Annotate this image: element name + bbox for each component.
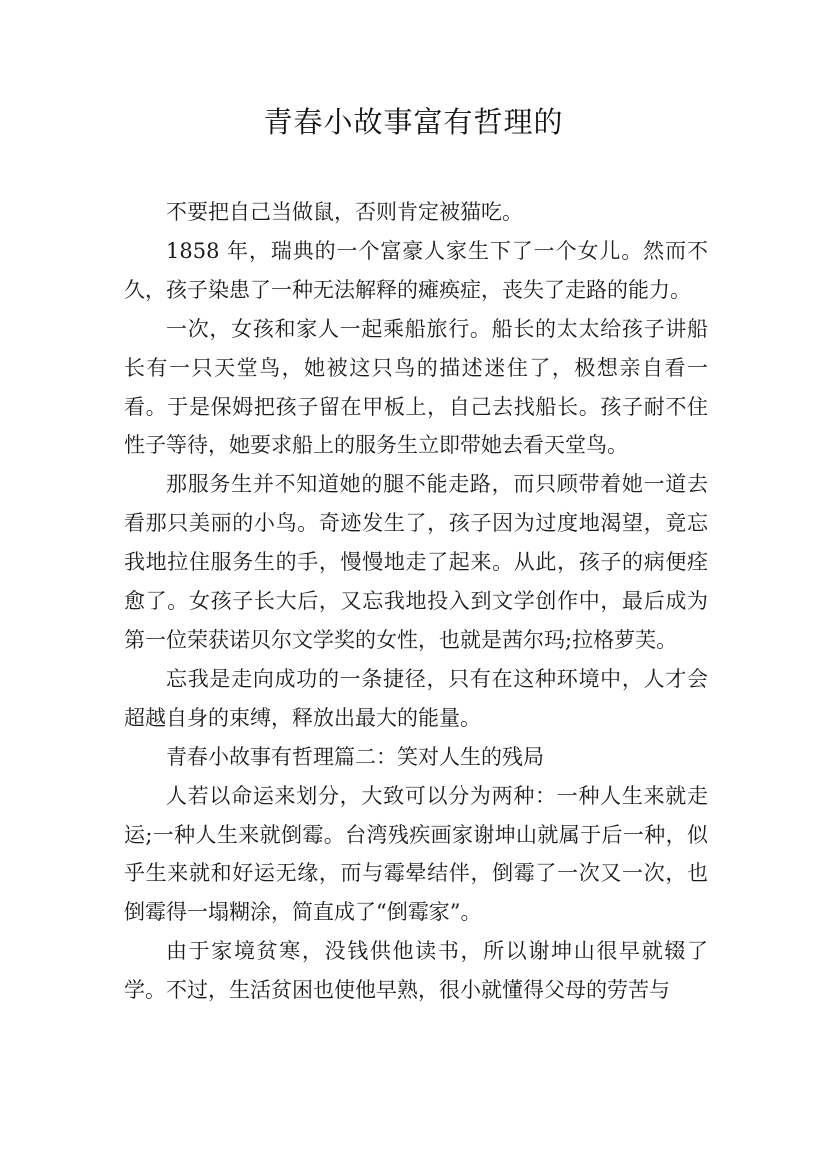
paragraph: 忘我是走向成功的一条捷径，只有在这种环境中，人才会超越自身的束缚，释放出最大的能量。 xyxy=(124,666,708,730)
paragraph: 1858 年，瑞典的一个富豪人家生下了一个女儿。然而不久，孩子染患了一种无法解释的瘫痪症，丧失了走路的能力。 xyxy=(124,238,708,302)
paragraph: 那服务生并不知道她的腿不能走路，而只顾带着她一道去看那只美丽的小鸟。奇迹发生了，孩子因为过度地渴望，竟忘我地拉住服务生的手，慢慢地走了起来。从此，孩子的病便痊愈了。女孩子长大后，又忘我地投入到文学创作中，最后成为第一位荣获诺贝尔文学奖的女性，也就是茜尔玛;拉格萝芙。 xyxy=(124,472,708,652)
paragraph: 由于家境贫寒，没钱供他读书，所以谢坤山很早就辍了学。不过，生活贫困也使他早熟，很小就懂得父母的劳苦与 xyxy=(124,939,708,1003)
paragraph: 不要把自己当做鼠，否则肯定被猫吃。 xyxy=(166,200,523,224)
document-body xyxy=(124,193,708,1010)
document-title: 青春小故事富有哲理的 xyxy=(263,105,564,139)
section-heading: 青春小故事有哲理篇二：笑对人生的残局 xyxy=(166,744,544,769)
paragraph: 人若以命运来划分，大致可以分为两种：一种人生来就走运;一种人生来就倒霉。台湾残疾画家谢坤山就属于后一种，似乎生来就和好运无缘，而与霉晕结伴，倒霉了一次又一次，也倒霉得一塌糊涂，简直成了“倒霉家”。 xyxy=(124,783,708,925)
paragraph: 一次，女孩和家人一起乘船旅行。船长的太太给孩子讲船长有一只天堂鸟，她被这只鸟的描述迷住了，极想亲自看一看。于是保姆把孩子留在甲板上，自己去找船长。孩子耐不住性子等待，她要求船上的服务生立即带她去看天堂鸟。 xyxy=(124,316,708,458)
